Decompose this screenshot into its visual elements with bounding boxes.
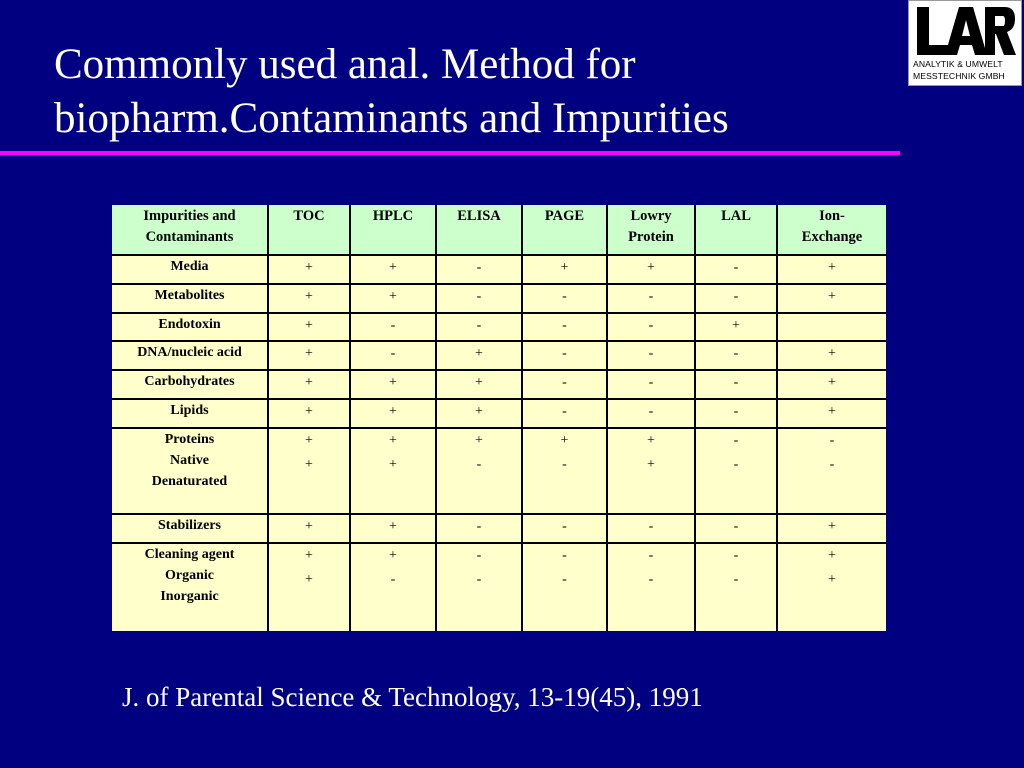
result-value: - [648, 548, 654, 563]
result-cell [350, 399, 436, 428]
result-value: - [562, 318, 567, 333]
result-value: + [305, 346, 313, 361]
corner-header-line-1: Impurities and [143, 208, 236, 224]
result-value: - [829, 457, 835, 472]
result-value: - [733, 289, 739, 304]
result-value: + [828, 375, 836, 390]
result-cell [436, 543, 522, 631]
result-value: - [562, 375, 567, 390]
result-cell [268, 543, 350, 631]
column-header-line-1: ELISA [457, 208, 501, 224]
result-cell [436, 370, 522, 399]
result-value: + [475, 404, 483, 419]
column-header-line-1: Lowry [630, 208, 672, 224]
result-value: + [389, 548, 397, 563]
column-header-line-1: PAGE [544, 208, 585, 224]
result-cell [522, 543, 607, 631]
result-value: + [389, 519, 397, 534]
column-header-line-2: Exchange [801, 229, 863, 245]
result-cell [777, 399, 886, 428]
result-value: + [389, 433, 397, 448]
row-label-line: Carbohydrates [144, 374, 235, 389]
result-value: + [305, 572, 313, 587]
result-value: + [560, 260, 569, 275]
table-row [112, 341, 886, 370]
result-cell [607, 284, 695, 313]
result-value: - [562, 346, 567, 361]
table-row [112, 514, 886, 543]
result-value: - [648, 519, 654, 534]
result-cell [350, 313, 436, 341]
logo-line-1: ANALYTIK & UMWELT [913, 59, 1003, 69]
row-label-line: Lipids [170, 403, 209, 418]
result-value: - [562, 404, 567, 419]
result-value: + [828, 260, 836, 275]
result-value: + [828, 548, 836, 563]
result-cell [436, 313, 522, 341]
column-header [350, 205, 436, 255]
result-cell [522, 399, 607, 428]
result-cell [695, 514, 777, 543]
result-value: - [733, 375, 739, 390]
result-value: - [476, 519, 482, 534]
methods-table [112, 205, 886, 631]
result-cell [607, 370, 695, 399]
column-header-line-2: Protein [628, 229, 674, 245]
result-cell [436, 255, 522, 284]
result-value: - [476, 457, 482, 472]
row-label [112, 543, 268, 631]
result-value: - [733, 572, 739, 587]
slide-title-line-1: Commonly used anal. Method for [54, 41, 636, 88]
result-cell [436, 284, 522, 313]
result-value: + [389, 375, 397, 390]
row-label-line: Denaturated [151, 474, 228, 489]
logo-line-2: MESSTECHNIK GMBH [913, 71, 1005, 81]
result-cell [436, 341, 522, 370]
row-label [112, 313, 268, 341]
result-cell [522, 255, 607, 284]
result-cell [777, 428, 886, 514]
row-label [112, 255, 268, 284]
result-cell [695, 543, 777, 631]
result-value: - [733, 457, 739, 472]
result-value: - [733, 346, 739, 361]
result-cell [607, 543, 695, 631]
column-header-line-1: LAL [721, 208, 751, 224]
result-cell [350, 255, 436, 284]
column-header-line-1: HPLC [372, 208, 414, 224]
column-header-line-1: TOC [293, 208, 325, 224]
corner-header [112, 205, 268, 255]
header-row [112, 205, 886, 255]
result-cell [522, 428, 607, 514]
result-cell [350, 543, 436, 631]
result-value: + [828, 519, 836, 534]
result-cell [695, 313, 777, 341]
result-value: + [647, 457, 655, 472]
result-cell [607, 341, 695, 370]
result-cell [268, 370, 350, 399]
row-label [112, 428, 268, 514]
result-value: + [475, 375, 483, 390]
column-header [607, 205, 695, 255]
column-header [777, 205, 886, 255]
result-value: + [305, 404, 313, 419]
result-value: + [389, 260, 397, 275]
result-value: - [562, 572, 567, 587]
result-cell [607, 399, 695, 428]
result-value: + [305, 433, 313, 448]
row-label [112, 399, 268, 428]
result-cell [268, 514, 350, 543]
result-cell [777, 284, 886, 313]
result-cell [268, 341, 350, 370]
table-row [112, 543, 886, 631]
result-value: - [476, 318, 482, 333]
corner-header-line-2: Contaminants [145, 229, 234, 245]
result-cell [777, 514, 886, 543]
result-value: + [828, 346, 836, 361]
result-cell [522, 370, 607, 399]
row-label [112, 370, 268, 399]
result-value: - [733, 260, 739, 275]
result-value: + [305, 375, 313, 390]
table-row [112, 255, 886, 284]
result-value: + [389, 457, 397, 472]
result-cell [695, 341, 777, 370]
result-value: + [389, 289, 397, 304]
result-value: - [390, 318, 396, 333]
result-value: - [648, 318, 654, 333]
result-cell [268, 255, 350, 284]
table-row [112, 284, 886, 313]
table-row [112, 428, 886, 514]
result-cell [695, 284, 777, 313]
result-cell [350, 284, 436, 313]
result-cell [607, 255, 695, 284]
result-cell [695, 255, 777, 284]
result-value: - [648, 572, 654, 587]
result-cell [268, 313, 350, 341]
result-value: + [305, 548, 313, 563]
result-cell [350, 428, 436, 514]
result-value: + [647, 433, 655, 448]
row-label-line: DNA/nucleic acid [137, 345, 242, 360]
result-value: - [562, 457, 567, 472]
result-value: + [828, 404, 836, 419]
result-cell [695, 428, 777, 514]
result-value: - [733, 433, 739, 448]
result-value: - [562, 289, 567, 304]
result-value: - [476, 260, 482, 275]
row-label-line: Media [170, 259, 209, 274]
result-value: + [389, 404, 397, 419]
result-cell [350, 341, 436, 370]
result-cell [777, 543, 886, 631]
result-value: + [305, 260, 313, 275]
result-cell [268, 284, 350, 313]
result-cell [695, 399, 777, 428]
result-cell [436, 399, 522, 428]
result-cell [522, 284, 607, 313]
slide-title-line-2: biopharm.Contaminants and Impurities [54, 95, 729, 142]
result-value: - [648, 289, 654, 304]
result-cell [268, 399, 350, 428]
row-label-line: Endotoxin [158, 317, 221, 332]
row-label-line: Cleaning agent [144, 547, 235, 562]
result-cell [777, 255, 886, 284]
company-logo [908, 0, 1022, 86]
column-header [695, 205, 777, 255]
result-value: + [305, 289, 313, 304]
result-cell [522, 514, 607, 543]
result-value: - [648, 346, 654, 361]
result-value: - [733, 404, 739, 419]
result-cell [777, 313, 886, 341]
result-value: + [828, 289, 836, 304]
result-value: + [647, 260, 655, 275]
result-cell [268, 428, 350, 514]
table-row [112, 313, 886, 341]
row-label-line: Organic [165, 568, 214, 583]
result-cell [695, 370, 777, 399]
result-value: - [390, 346, 396, 361]
row-label [112, 341, 268, 370]
column-header [436, 205, 522, 255]
result-value: - [829, 433, 835, 448]
result-value: - [476, 548, 482, 563]
result-value: + [828, 572, 836, 587]
result-value: - [476, 289, 482, 304]
result-value: - [562, 519, 567, 534]
result-cell [777, 341, 886, 370]
row-label-line: Stabilizers [158, 518, 221, 533]
column-header-line-1: Ion- [819, 208, 845, 224]
result-value: + [560, 433, 569, 448]
result-cell [436, 514, 522, 543]
slide-title [54, 38, 729, 146]
result-value: + [305, 318, 313, 333]
row-label-line: Native [170, 453, 209, 468]
result-value: - [390, 572, 396, 587]
citation: J. of Parental Science & Technology, 13-19(45), 1991 [122, 682, 703, 712]
row-label-line: Inorganic [160, 589, 219, 604]
lar-logo-icon [915, 5, 1017, 57]
table-row [112, 399, 886, 428]
result-cell [350, 514, 436, 543]
result-cell [350, 370, 436, 399]
column-header [522, 205, 607, 255]
result-cell [436, 428, 522, 514]
row-label-line: Proteins [164, 432, 215, 447]
result-value: - [562, 548, 567, 563]
result-cell [607, 313, 695, 341]
result-value: - [733, 519, 739, 534]
row-label [112, 514, 268, 543]
row-label [112, 284, 268, 313]
result-cell [607, 428, 695, 514]
result-cell [777, 370, 886, 399]
result-value: + [475, 346, 483, 361]
row-label-line: Metabolites [154, 288, 225, 303]
result-cell [522, 313, 607, 341]
result-value: + [732, 318, 740, 333]
result-value: + [475, 433, 483, 448]
table-row [112, 370, 886, 399]
column-header [268, 205, 350, 255]
result-value: - [476, 572, 482, 587]
result-cell [607, 514, 695, 543]
result-value: - [648, 404, 654, 419]
result-value: + [305, 457, 313, 472]
result-value: - [648, 375, 654, 390]
result-cell [522, 341, 607, 370]
result-value: - [733, 548, 739, 563]
result-value: + [305, 519, 313, 534]
title-underline [0, 151, 900, 155]
